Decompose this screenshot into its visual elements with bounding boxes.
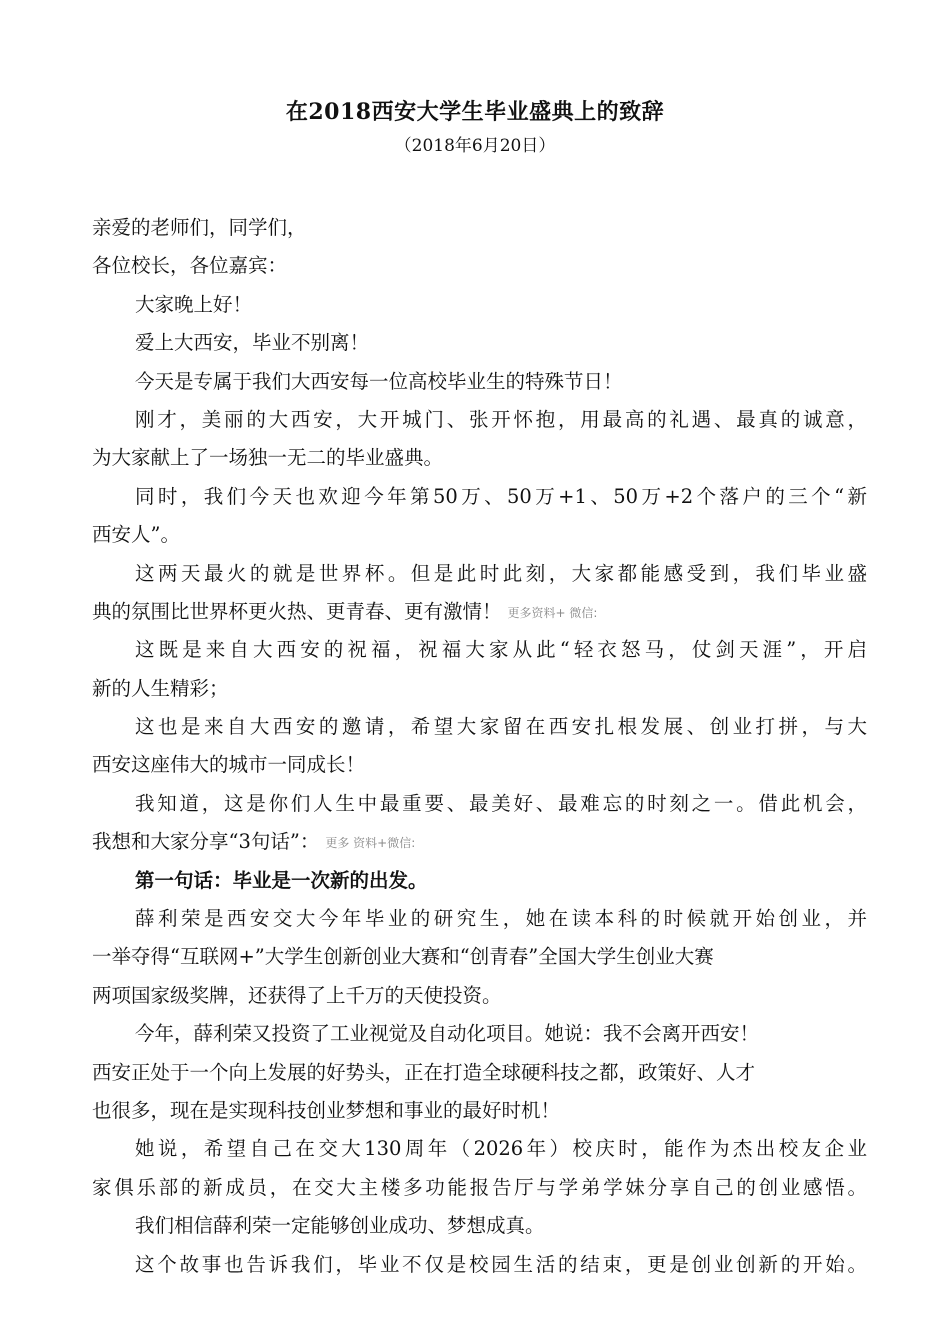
text-line-content: 各位校长，各位嘉宾： [92,254,288,278]
text-line-content: 一举夺得“互联网+”大学生创新创业大赛和“创青春”全国大学生创业大赛 [92,945,714,969]
text-line-content: 典的氛围比世界杯更火热、更青春、更有激情！ [92,599,502,623]
text-line [92,593,867,631]
text-line-content: 爱上大西安，毕业不别离！ [135,331,370,355]
text-line [92,900,867,938]
text-line [92,938,867,976]
text-line [92,401,867,439]
text-line-content: 刚才，美丽的大西安，大开城门、张开怀抱，用最高的礼遇、最真的诚意， [135,407,867,431]
text-line [92,516,867,554]
text-line [92,439,867,477]
text-line-content: 家俱乐部的新成员，在交大主楼多功能报告厅与学弟学妹分享自己的创业感悟。 [92,1175,867,1199]
watermark-note: 更多 资料+微信: [325,836,416,851]
text-line [92,977,867,1015]
document-date: （2018年6月20日） [394,136,556,156]
text-line-content: 为大家献上了一场独一无二的毕业盛典。 [92,446,444,470]
text-line [92,823,867,861]
text-line [92,286,867,324]
text-line [92,670,867,708]
text-line [92,1246,867,1284]
text-line [92,247,867,285]
text-line [92,1015,867,1053]
text-line-content: 我们相信薛利荣一定能够创业成功、梦想成真。 [135,1214,545,1238]
text-line-content: 西安人”。 [92,523,180,547]
document-body [92,209,867,1284]
text-line [92,785,867,823]
watermark-note: 更多资料+ 微信: [507,605,598,620]
text-line [92,1130,867,1168]
text-line-content: 这个故事也告诉我们，毕业不仅是校园生活的结束，更是创业创新的开始。 [135,1252,867,1276]
text-line [92,708,867,746]
text-line-content: 薛利荣是西安交大今年毕业的研究生，她在读本科的时候就开始创业，并 [135,907,867,931]
text-line-content: 她说，希望自己在交大130周年（2026年）校庆时，能作为杰出校友企业 [135,1137,867,1161]
text-line-content: 这既是来自大西安的祝福，祝福大家从此“轻衣怒马，仗剑天涯”，开启 [135,638,867,662]
document-title: 在2018西安大学生毕业盛典上的致辞 [285,99,665,125]
text-line-content: 西安正处于一个向上发展的好势头，正在打造全球硬科技之都，政策好、人才 [92,1060,756,1084]
text-line-content: 也很多，现在是实现科技创业梦想和事业的最好时机！ [92,1098,561,1122]
text-line [92,1207,867,1245]
text-line-content: 亲爱的老师们，同学们， [92,216,307,239]
text-line-content: 今天是专属于我们大西安每一位高校毕业生的特殊节日！ [135,369,623,393]
text-line-content: 第一句话：毕业是一次新的出发。 [135,868,428,892]
text-line-content: 新的人生精彩； [92,676,229,700]
text-line-content: 我想和大家分享“3句话”： [92,830,320,854]
text-line-content: 我知道，这是你们人生中最重要、最美好、最难忘的时刻之一。借此机会， [135,791,867,815]
text-line [92,746,867,784]
text-line-content: 今年，薛利荣又投资了工业视觉及自动化项目。她说：我不会离开西安！ [135,1022,760,1046]
text-line-content: 两项国家级奖牌，还获得了上千万的天使投资。 [92,983,502,1007]
text-line [92,324,867,362]
text-line-content: 西安这座伟大的城市一同成长！ [92,753,366,777]
text-line [92,631,867,669]
section-heading [92,862,867,900]
text-line-content: 这也是来自大西安的邀请，希望大家留在西安扎根发展、创业打拼，与大 [135,715,867,739]
text-line [92,555,867,593]
text-line [92,478,867,516]
text-line-content: 大家晚上好！ [135,292,253,316]
text-line-content: 同时，我们今天也欢迎今年第50万、50万+1、50万+2个落户的三个“新 [135,484,867,508]
text-line [92,1169,867,1207]
text-line [92,1092,867,1130]
text-line [92,209,867,247]
text-line-content: 这两天最火的就是世界杯。但是此时此刻，大家都能感受到，我们毕业盛 [135,561,867,585]
text-line [92,363,867,401]
text-line [92,1054,867,1092]
